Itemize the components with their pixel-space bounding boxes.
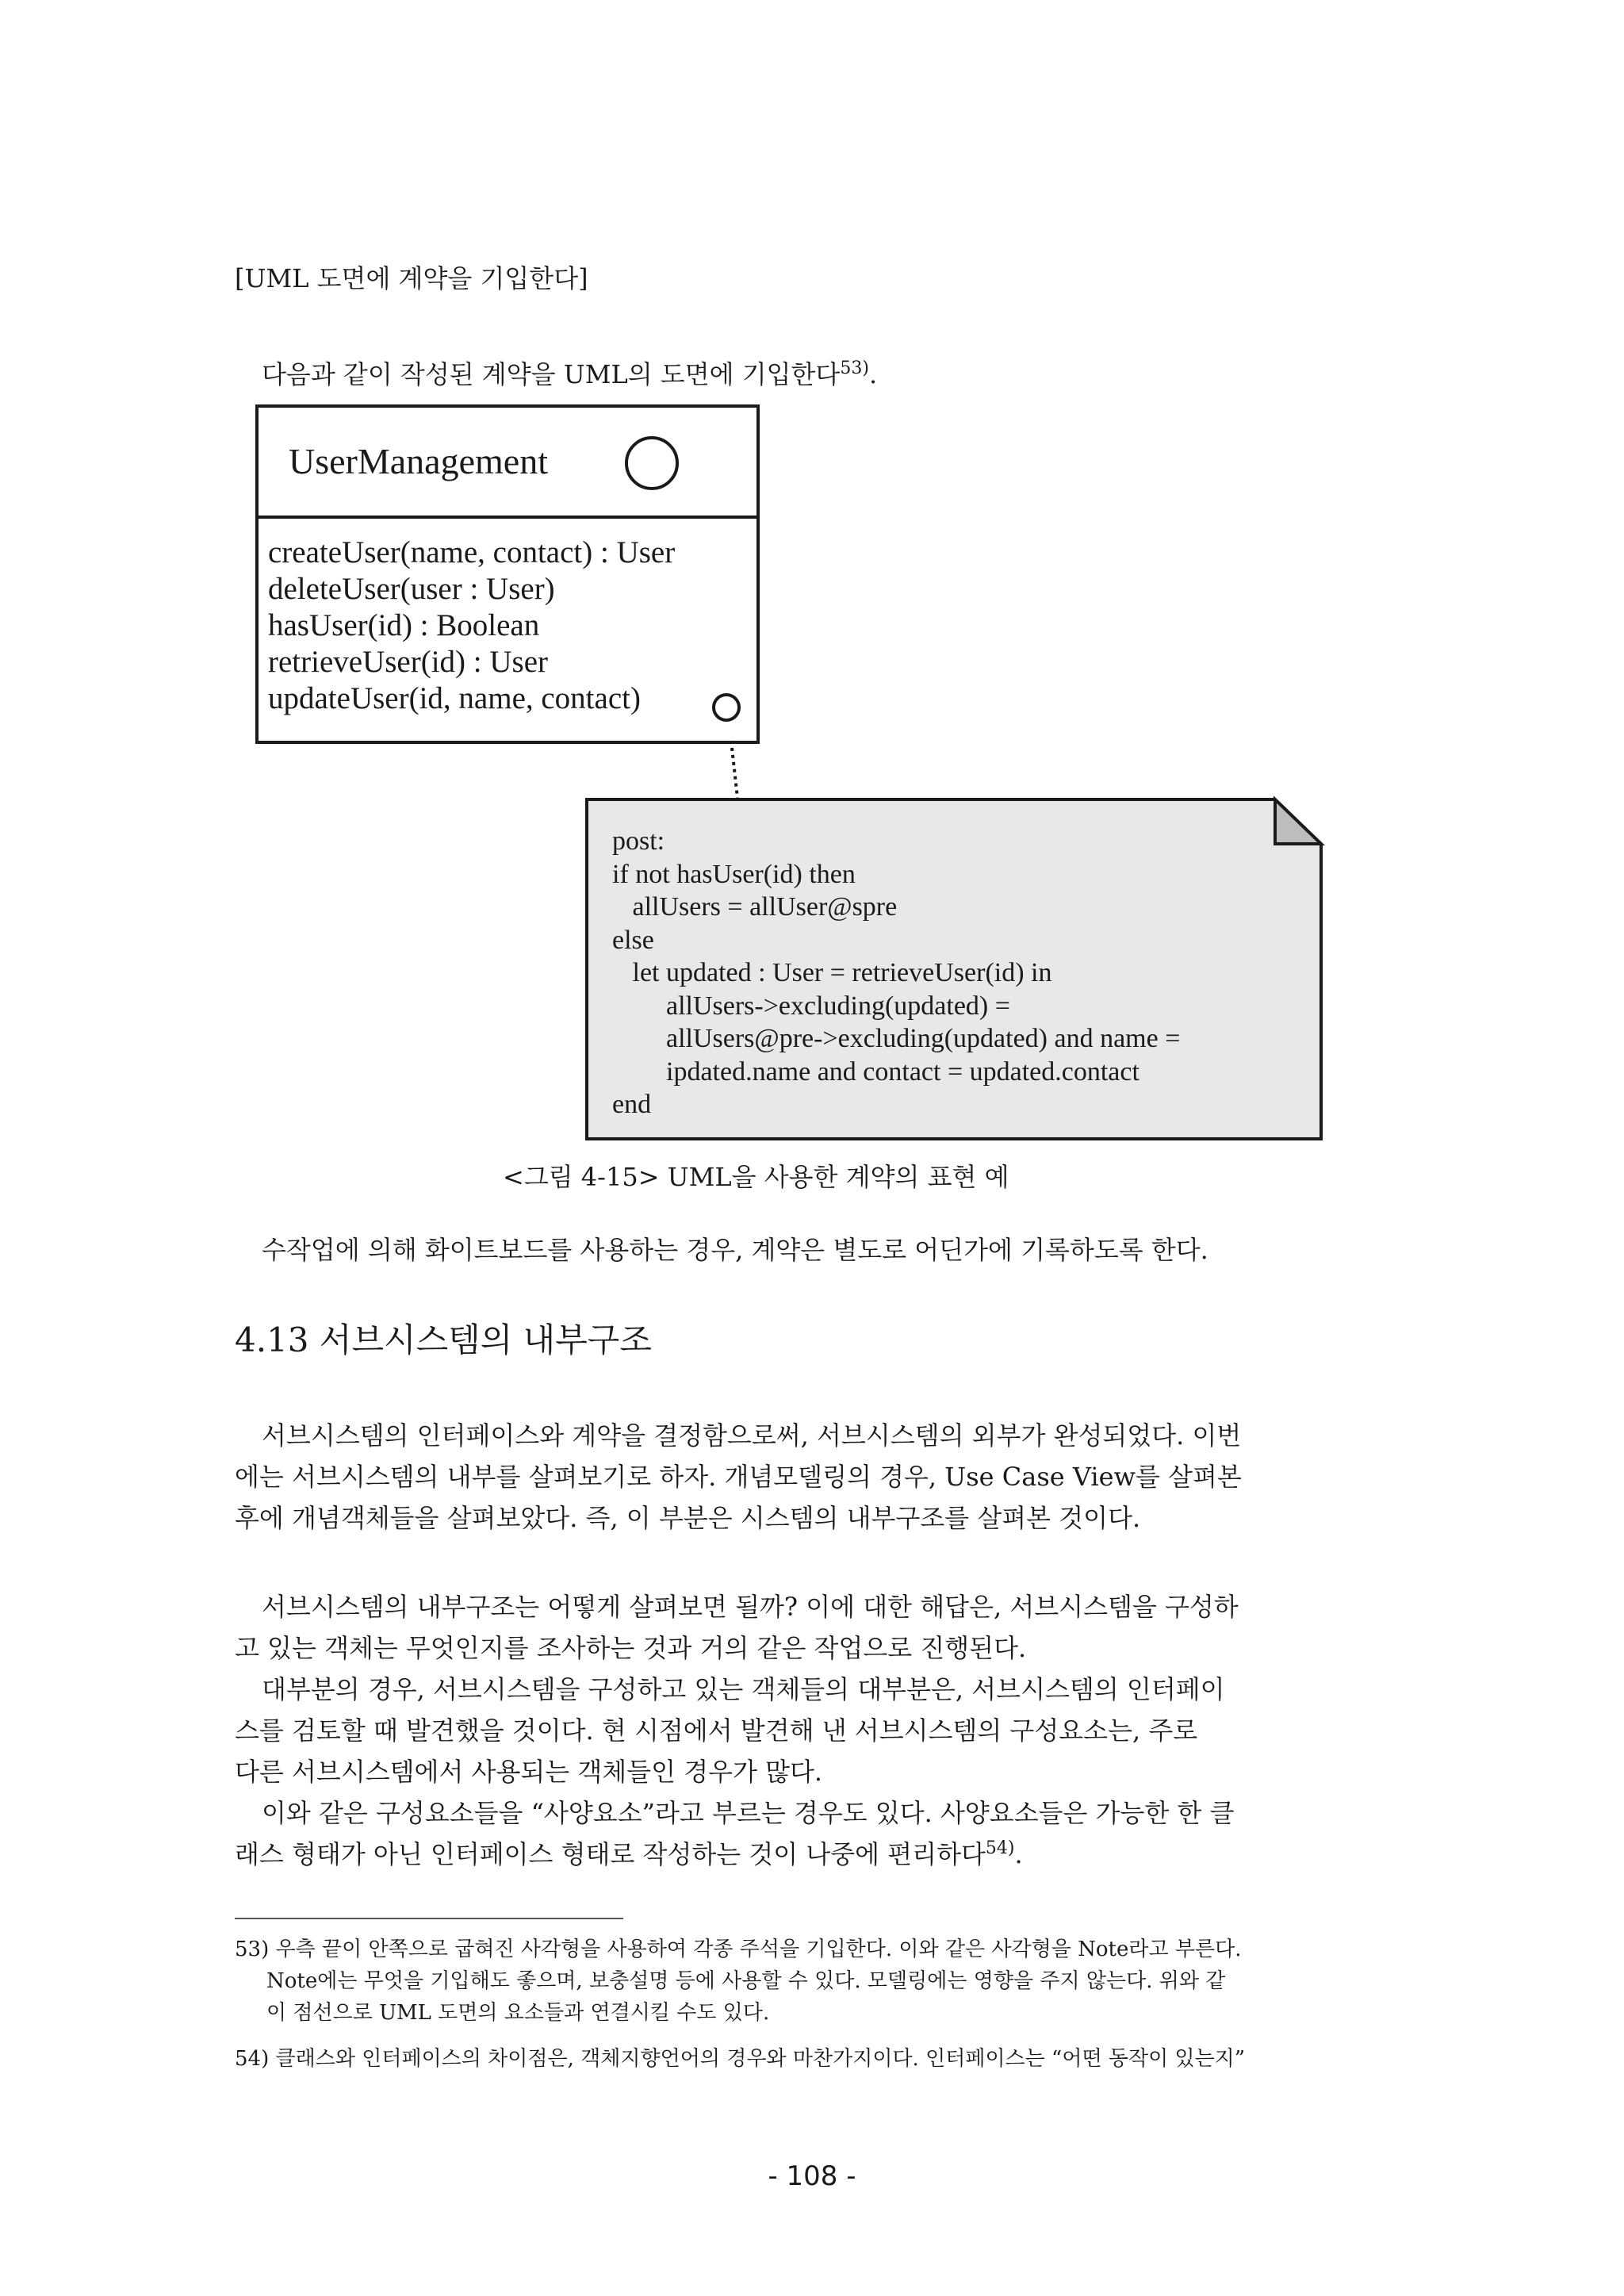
- paragraph-tail: .: [1014, 1839, 1023, 1869]
- uml-class-name: UserManagement: [289, 441, 548, 481]
- uml-operation: hasUser(id) : Boolean: [268, 608, 540, 642]
- heading-4-13: 4.13 서브시스템의 내부구조: [235, 1320, 652, 1359]
- page-number: - 108 -: [768, 2160, 856, 2192]
- footnote-54-line: 54) 클래스와 인터페이스의 차이점은, 객체지향언어의 경우와 마찬가지이다. 인터페이스는 “어떤 동작이 있는지”: [235, 2047, 1246, 2071]
- paragraph-line: 후에 개념객체들을 살펴보았다. 즉, 이 부분은 시스템의 내부구조를 살펴본 것이다.: [235, 1503, 1141, 1533]
- paragraph-line: 이와 같은 구성요소들을 “사양요소”라고 부르는 경우도 있다. 사양요소들은 가능한 한 클: [262, 1798, 1235, 1828]
- paragraph-line: 대부분의 경우, 서브시스템을 구성하고 있는 객체들의 대부분은, 서브시스템의 인터페이: [262, 1674, 1225, 1704]
- note-line: post:: [612, 826, 665, 856]
- paragraph-line: 다른 서브시스템에서 사용되는 객체들인 경우가 많다.: [235, 1757, 823, 1787]
- paragraph-line-text: 래스 형태가 아닌 인터페이스 형태로 작성하는 것이 나중에 편리하다: [235, 1839, 986, 1869]
- paragraph-line: 에는 서브시스템의 내부를 살펴보기로 하자. 개념모델링의 경우, Use Case View를 살펴본: [235, 1462, 1242, 1492]
- note-line: end: [612, 1090, 652, 1119]
- note-line: allUsers@pre->excluding(updated) and name =: [612, 1024, 1181, 1053]
- section-heading: [UML 도면에 계약을 기입한다]: [235, 263, 588, 293]
- footnote-53-line: 53) 우측 끝이 안쪽으로 굽혀진 사각형을 사용하여 각종 주석을 기입한다. 이와 같은 사각형을 Note라고 부른다.: [235, 1938, 1242, 1961]
- uml-operations-list: [268, 535, 675, 717]
- figure-caption: <그림 4-15> UML을 사용한 계약의 표현 예: [503, 1162, 1009, 1192]
- operation-anchor-circle-icon: [712, 693, 741, 722]
- paragraph-line: 고 있는 객체는 무엇인지를 조사하는 것과 거의 같은 작업으로 진행된다.: [235, 1633, 1027, 1663]
- paragraph-line: 서브시스템의 인터페이스와 계약을 결정함으로써, 서브시스템의 외부가 완성되었다. 이번: [262, 1420, 1242, 1451]
- uml-note-text: [612, 825, 1180, 1121]
- paragraph-line: 서브시스템의 내부구조는 어떻게 살펴보면 될까? 이에 대한 해답은, 서브시스템을 구성하: [262, 1592, 1239, 1622]
- note-line: allUsers = allUser@spre: [612, 892, 898, 922]
- footnote-ref-53[interactable]: 53): [840, 358, 869, 378]
- interface-lollipop-icon: [625, 436, 679, 490]
- paragraph-whiteboard: 수작업에 의해 화이트보드를 사용하는 경우, 계약은 별도로 어딘가에 기록하도록 한다.: [262, 1235, 1208, 1265]
- intro-text: 다음과 같이 작성된 계약을 UML의 도면에 기입한다: [262, 359, 841, 389]
- uml-operation: retrieveUser(id) : User: [268, 645, 548, 679]
- footnote-53-line: Note에는 무엇을 기입해도 좋으며, 보충설명 등에 사용할 수 있다. 모델링에는 영향을 주지 않는다. 위와 같: [266, 1969, 1226, 1993]
- note-line: ipdated.name and contact = updated.contact: [612, 1056, 1139, 1087]
- uml-operation: createUser(name, contact) : User: [268, 535, 676, 569]
- intro-tail: .: [868, 359, 878, 389]
- uml-operation: deleteUser(user : User): [268, 572, 555, 606]
- footnote-separator: [235, 1918, 623, 1919]
- footnote-ref-54[interactable]: 54): [985, 1838, 1015, 1858]
- note-line: allUsers->excluding(updated) =: [612, 991, 1010, 1021]
- uml-class-box: [255, 404, 760, 744]
- note-line: if not hasUser(id) then: [612, 859, 856, 889]
- uml-operation: updateUser(id, name, contact): [268, 681, 641, 715]
- note-fold-corner-icon: [1275, 799, 1321, 844]
- paragraph-line: [235, 1835, 1023, 1873]
- uml-class-divider: [259, 516, 756, 519]
- note-line: let updated : User = retrieveUser(id) in: [612, 958, 1052, 987]
- paragraph-line: 스를 검토할 때 발견했을 것이다. 현 시점에서 발견해 낸 서브시스템의 구성요소는, 주로: [235, 1715, 1198, 1746]
- note-connector-line: [714, 738, 745, 801]
- intro-paragraph: [262, 355, 877, 393]
- footnote-53-line: 이 점선으로 UML 도면의 요소들과 연결시킬 수도 있다.: [266, 2001, 770, 2025]
- note-line: else: [612, 925, 654, 955]
